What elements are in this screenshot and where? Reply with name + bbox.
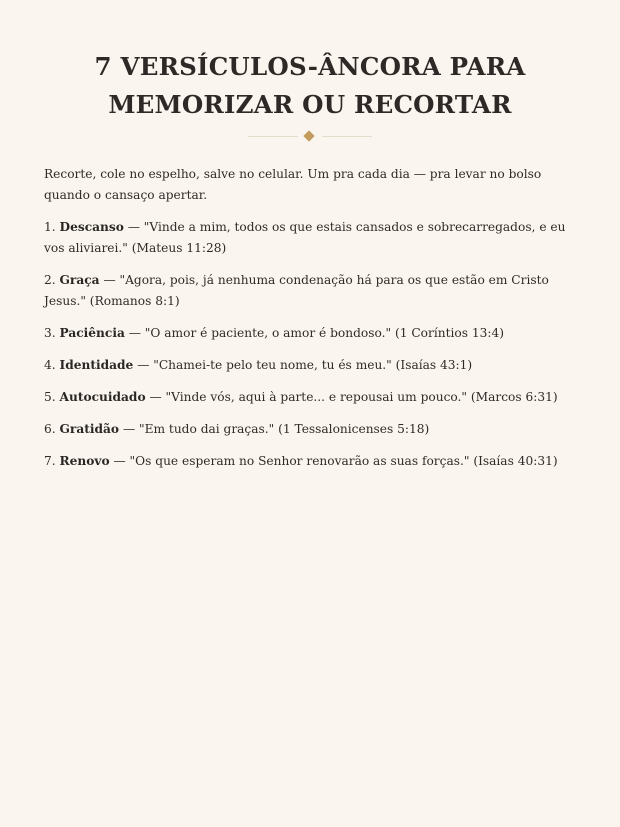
verse-number: 1. (44, 220, 56, 234)
verse-number: 7. (44, 454, 56, 468)
verse-item (44, 387, 578, 408)
divider-line-left (248, 136, 298, 137)
title-line-1: 7 VERSÍCULOS-ÂNCORA PARA (94, 52, 526, 81)
verse-item (44, 323, 578, 344)
verse-text: — "Chamei-te pelo teu nome, tu és meu." (Isaías 43:1) (137, 358, 473, 372)
verse-text: — "Vinde vós, aqui à parte... e repousai um pouco." (Marcos 6:31) (149, 390, 558, 404)
verse-topic: Descanso (59, 220, 124, 234)
verse-number: 5. (44, 390, 56, 404)
page-title (0, 48, 620, 124)
verse-topic: Renovo (59, 454, 110, 468)
title-line-2: MEMORIZAR OU RECORTAR (108, 90, 512, 119)
verse-topic: Identidade (59, 358, 134, 372)
verse-list-content (44, 164, 578, 483)
verse-topic: Paciência (59, 326, 125, 340)
ornamental-divider (0, 130, 620, 144)
verse-number: 4. (44, 358, 56, 372)
verse-text: — "Em tudo dai graças." (1 Tessalonicenses 5:18) (122, 422, 430, 436)
divider-line-right (322, 136, 372, 137)
verse-topic: Gratidão (59, 422, 120, 436)
verse-topic: Autocuidado (59, 390, 146, 404)
verse-item (44, 419, 578, 440)
verse-item (44, 451, 578, 472)
intro-paragraph: Recorte, cole no espelho, salve no celular. Um pra cada dia — pra levar no bolso quando o cansaço apertar. (44, 167, 542, 202)
verse-number: 3. (44, 326, 56, 340)
verse-text: — "Vinde a mim, todos os que estais cansados e sobrecarregados, e eu vos aliviarei." (Mateus 11:28) (44, 220, 566, 255)
verse-item (44, 355, 578, 376)
verse-number: 2. (44, 273, 56, 287)
verse-text: — "O amor é paciente, o amor é bondoso." (1 Coríntios 13:4) (128, 326, 504, 340)
verse-item (44, 217, 578, 259)
verse-topic: Graça (59, 273, 100, 287)
verse-number: 6. (44, 422, 56, 436)
verse-text: — "Os que esperam no Senhor renovarão as suas forças." (Isaías 40:31) (113, 454, 558, 468)
diamond-icon (303, 130, 314, 141)
verse-item (44, 270, 578, 312)
verse-text: — "Agora, pois, já nenhuma condenação há para os que estão em Cristo Jesus." (Romanos 8:1) (44, 273, 549, 308)
